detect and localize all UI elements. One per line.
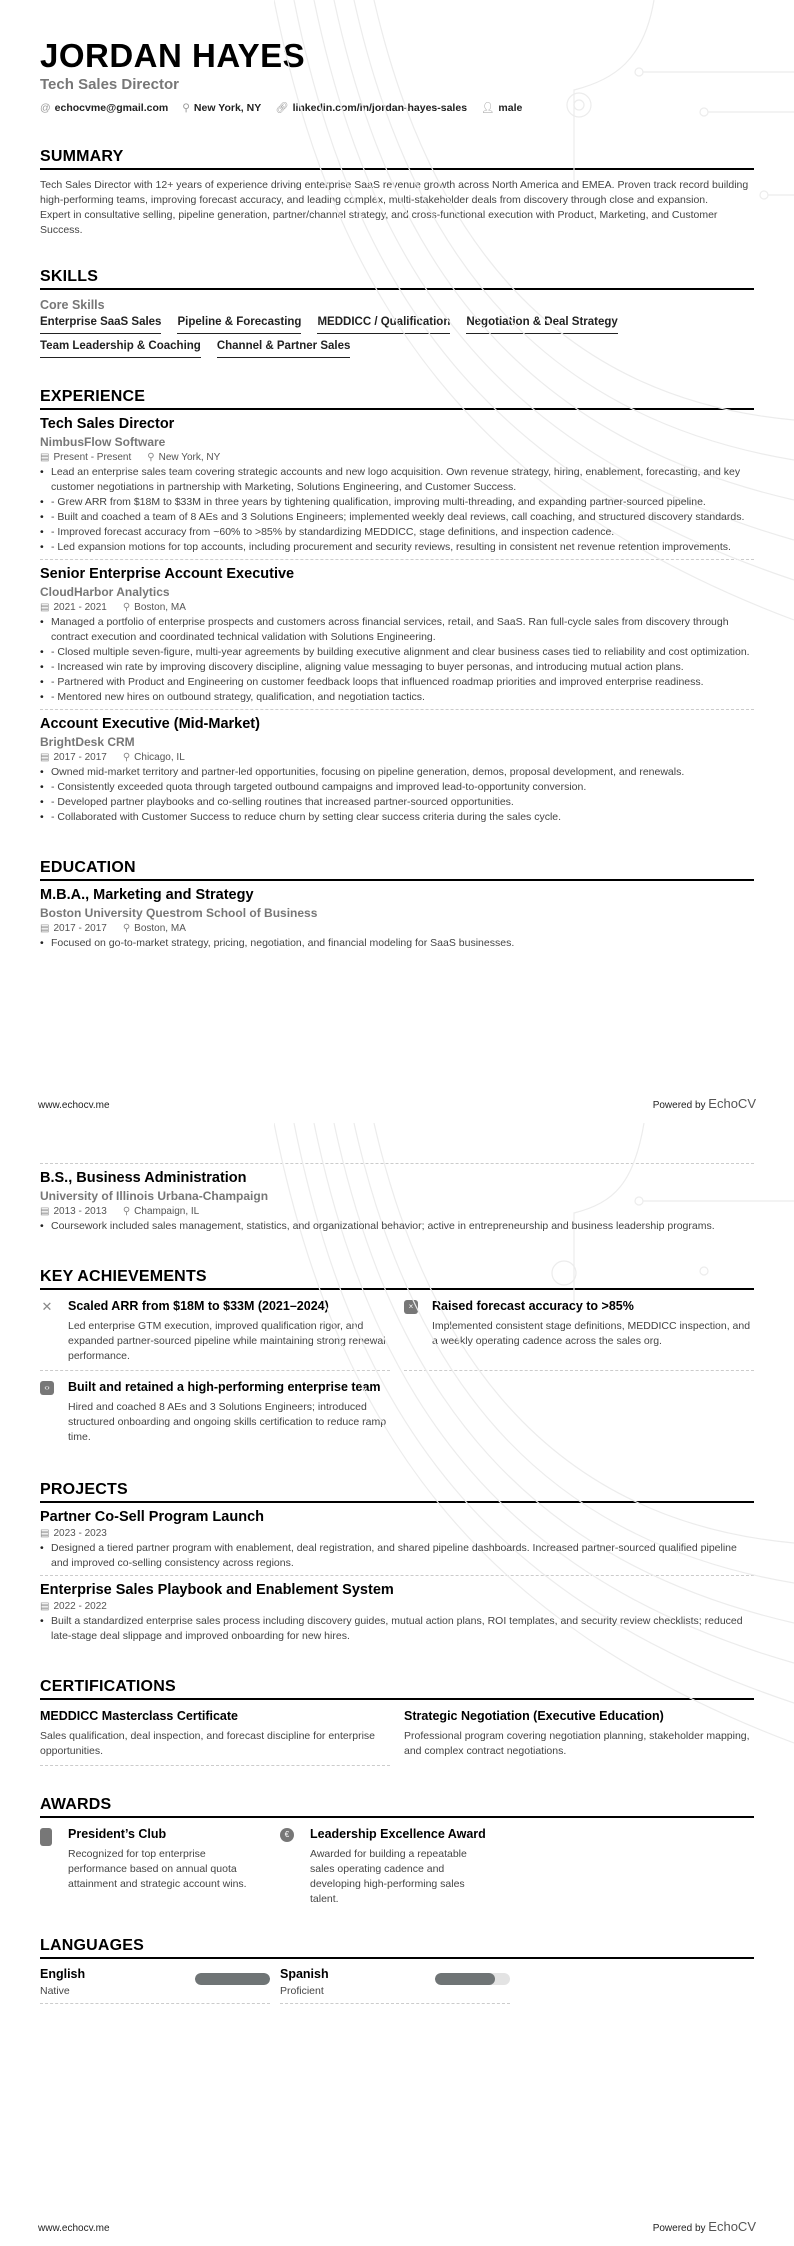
location — [123, 602, 186, 613]
proficiency-fill — [195, 1973, 270, 1985]
bullet-list — [40, 465, 754, 555]
backspace-icon: × — [404, 1300, 418, 1314]
calendar-icon: ▤ — [40, 452, 50, 463]
section-heading: EDUCATION — [40, 859, 754, 881]
bullet-list — [40, 765, 754, 825]
candidate-name: JORDAN HAYES — [40, 37, 306, 74]
date-range — [40, 1206, 107, 1217]
footer-powered-text: Powered by — [652, 2223, 706, 2234]
footer-powered-text: Powered by — [652, 1100, 706, 1111]
date-text: 2013 - 2013 — [53, 1206, 107, 1217]
bullet-item: • - Partnered with Product and Engineering on customer feedback loops that influenced roadmap priorities and improved enterprise readiness. — [40, 675, 754, 690]
project-title: Partner Co-Sell Program Launch — [40, 1509, 264, 1525]
calendar-icon: ▤ — [40, 1528, 50, 1539]
award-title: Leadership Excellence Award — [310, 1827, 486, 1841]
location — [123, 752, 185, 763]
education-entry — [40, 1164, 754, 1238]
education-entry — [40, 881, 754, 955]
bullet-item: • Focused on go-to-market strategy, pricing, negotiation, and financial modeling for SaaS businesses. — [40, 936, 754, 951]
location-pin-icon: ⚲ — [182, 101, 190, 114]
link-icon: 🔗︎ — [275, 102, 289, 114]
location-pin-icon: ⚲ — [147, 452, 155, 463]
award-title: President’s Club — [68, 1827, 167, 1841]
calendar-icon: ▤ — [40, 1601, 50, 1612]
skill-tag: Negotiation & Deal Strategy — [466, 316, 617, 334]
degree-title: B.S., Business Administration — [40, 1170, 247, 1186]
date-range — [40, 923, 107, 934]
proficiency-fill — [435, 1973, 495, 1985]
proficiency-bar — [195, 1973, 270, 1985]
job-role: Senior Enterprise Account Executive — [40, 566, 295, 582]
certification-text: Professional program covering negotiation planning, stakeholder mapping, and complex contract negotiations. — [404, 1730, 750, 1757]
euro-icon: € — [280, 1828, 294, 1842]
person-icon: 👤︎ — [481, 102, 495, 114]
calendar-icon: ▤ — [40, 752, 50, 763]
summary-paragraph: Expert in consultative selling, pipeline generation, partner/channel strategy, and cross-functional execution with Product, Marketing, and Customer Success. — [40, 209, 718, 236]
bullet-item: • - Improved forecast accuracy from ~60% to >85% by standardizing MEDDICC, stage definitions, and inspection cadence. — [40, 525, 754, 540]
achievement-title: Scaled ARR from $18M to $33M (2021–2024) — [68, 1299, 329, 1313]
section-heading: SUMMARY — [40, 148, 754, 170]
bullet-list — [40, 1614, 754, 1644]
award-item — [40, 1826, 250, 1907]
certification-text: Sales qualification, deal inspection, and forecast discipline for enterprise opportunities. — [40, 1730, 376, 1757]
date-range — [40, 1601, 107, 1612]
footer-site-link[interactable]: www.echocv.me — [38, 1100, 110, 1111]
section-heading: KEY ACHIEVEMENTS — [40, 1268, 754, 1290]
company-name: BrightDesk CRM — [40, 735, 135, 749]
company-name: NimbusFlow Software — [40, 435, 166, 449]
skill-tag: Team Leadership & Coaching — [40, 340, 201, 358]
location-pin-icon: ⚲ — [122, 752, 131, 763]
summary-section — [40, 148, 754, 238]
entry-meta — [40, 1206, 754, 1217]
experience-entry — [40, 710, 754, 829]
calendar-icon: ▤ — [40, 1206, 50, 1217]
code-icon: ‹› — [40, 1381, 54, 1395]
bullet-item: • Coursework included sales management, statistics, and organizational behavior; active in entrepreneurship and business leadership programs. — [40, 1219, 754, 1234]
bullet-item: • - Led expansion motions for top accounts, including procurement and security reviews, resulting in consistent net revenue retention improvements. — [40, 540, 754, 555]
bullet-item: • - Mentored new hires on outbound strategy, qualification, and negotiation tactics. — [40, 690, 754, 705]
certification-title: Strategic Negotiation (Executive Education) — [404, 1709, 664, 1723]
bullet-item: • - Consistently exceeded quota through targeted outbound campaigns and improved lead-to-opportunity conversion. — [40, 780, 754, 795]
school-name: Boston University Questrom School of Business — [40, 906, 318, 920]
skill-group-label: Core Skills — [40, 298, 105, 312]
project-entry — [40, 1503, 754, 1576]
language-name: English — [40, 1967, 86, 1981]
achievement-item — [40, 1371, 390, 1451]
page-footer — [38, 2219, 756, 2234]
bullet-item: • Owned mid-market territory and partner-led opportunities, focusing on pipeline generation, demos, proposal development, and renewals. — [40, 765, 754, 780]
location-pin-icon: ⚲ — [122, 923, 131, 934]
bullet-list — [40, 936, 754, 951]
scale-icon: ✕ — [41, 1299, 53, 1314]
linkedin-link[interactable]: linkedin.com/in/jordan-hayes-sales — [292, 102, 468, 114]
gender-text: male — [498, 102, 523, 114]
company-name: CloudHarbor Analytics — [40, 585, 170, 599]
location — [123, 923, 186, 934]
date-text: 2017 - 2017 — [53, 752, 107, 763]
languages-section — [40, 1937, 754, 2004]
date-range — [40, 1528, 107, 1539]
language-level: Proficient — [280, 1985, 324, 1997]
date-text: 2023 - 2023 — [53, 1528, 107, 1539]
award-text: Awarded for building a repeatable sales operating cadence and developing high-performing sales talent. — [310, 1848, 467, 1905]
skill-tag: Channel & Partner Sales — [217, 340, 351, 358]
bullet-list — [40, 1219, 754, 1234]
bullet-item: • Built a standardized enterprise sales process including discovery guides, mutual action plans, ROI templates, and security review checklists; reduced late-stage deal slippage and improved onboarding for new hires. — [40, 1614, 754, 1644]
award-item — [280, 1826, 490, 1907]
bullet-item: • - Grew ARR from $18M to $33M in three years by tightening qualification, improving multi-threading, and expanding partner-sourced pipeline. — [40, 495, 754, 510]
date-range — [40, 752, 107, 763]
school-name: University of Illinois Urbana-Champaign — [40, 1189, 269, 1203]
bullet-item: • - Built and coached a team of 8 AEs and 3 Solutions Engineers; implemented weekly deal reviews, call coaching, and structured discovery standards. — [40, 510, 754, 525]
calendar-icon: ▤ — [40, 602, 50, 613]
job-role: Account Executive (Mid-Market) — [40, 716, 260, 732]
skill-tag: Pipeline & Forecasting — [177, 316, 301, 334]
certification-item — [404, 1700, 754, 1766]
section-heading: PROJECTS — [40, 1481, 754, 1503]
location-pin-icon: ⚲ — [122, 1206, 131, 1217]
bullet-item: • - Collaborated with Customer Success to reduce churn by setting clear success criteria during the sales cycle. — [40, 810, 754, 825]
certification-title: MEDDICC Masterclass Certificate — [40, 1709, 238, 1723]
section-heading: CERTIFICATIONS — [40, 1678, 754, 1700]
entry-meta — [40, 1601, 754, 1612]
achievement-title: Built and retained a high-performing enterprise team — [68, 1380, 381, 1394]
clipboard-icon — [40, 1828, 52, 1846]
language-item — [280, 1967, 510, 2004]
achievement-text: Led enterprise GTM execution, improved qualification rigor, and expanded partner-sourced pipeline while maintaining strong renewal performance. — [68, 1320, 386, 1362]
section-heading: LANGUAGES — [40, 1937, 754, 1959]
experience-section — [40, 388, 754, 829]
skill-tag: MEDDICC / Qualification — [317, 316, 450, 334]
summary-paragraph: Tech Sales Director with 12+ years of experience driving enterprise SaaS revenue growth across North America and EMEA. Proven track record building high-performing teams, improving forecast accuracy, and leading complex, multi-stakeholder deals from discovery through close and expansion. — [40, 179, 749, 206]
location-text: Boston, MA — [134, 923, 186, 934]
experience-entry — [40, 410, 754, 560]
location-text: New York, NY — [193, 101, 262, 114]
entry-meta — [40, 1528, 754, 1539]
bullet-item: • - Closed multiple seven-figure, multi-year agreements by building executive alignment and clear business cases tied to reliability and cost optimization. — [40, 645, 754, 660]
location-text: Chicago, IL — [134, 752, 185, 763]
bullet-list — [40, 615, 754, 705]
section-heading: EXPERIENCE — [40, 388, 754, 410]
experience-entry — [40, 560, 754, 710]
bullet-item: • - Increased win rate by improving discovery discipline, aligning value messaging to buyer personas, and introducing mutual action plans. — [40, 660, 754, 675]
footer-brand[interactable]: EchoCV — [708, 1096, 756, 1111]
email-link[interactable]: echocvme@gmail.com — [54, 101, 169, 114]
project-entry — [40, 1576, 754, 1648]
date-range — [40, 602, 107, 613]
location-text: New York, NY — [158, 452, 221, 463]
language-level: Native — [40, 1985, 70, 1997]
footer-brand[interactable]: EchoCV — [708, 2219, 756, 2234]
date-text: 2022 - 2022 — [53, 1601, 107, 1612]
section-heading: SKILLS — [40, 268, 754, 290]
bullet-list — [40, 1541, 754, 1571]
degree-title: M.B.A., Marketing and Strategy — [40, 887, 254, 903]
job-role: Tech Sales Director — [40, 416, 175, 432]
location — [147, 452, 220, 463]
skills-section — [40, 268, 754, 358]
bullet-item: • - Developed partner playbooks and co-selling routines that increased partner-sourced opportunities. — [40, 795, 754, 810]
footer-site-link[interactable]: www.echocv.me — [38, 2223, 110, 2234]
education-section — [40, 859, 754, 955]
entry-meta — [40, 752, 754, 763]
achievement-item — [404, 1290, 754, 1371]
language-item — [40, 1967, 270, 2004]
projects-section — [40, 1481, 754, 1648]
location-pin-icon: ⚲ — [122, 602, 131, 613]
achievement-text: Implemented consistent stage definitions, MEDDICC inspection, and a weekly operating cadence across the sales org. — [432, 1320, 751, 1347]
location-text: Champaign, IL — [134, 1206, 200, 1217]
certifications-section — [40, 1678, 754, 1766]
language-name: Spanish — [280, 1967, 329, 1981]
bullet-item: • Lead an enterprise sales team covering strategic accounts and new logo acquisition. Own revenue strategy, hiring, enablement, forecasting, and key customer negotiations in partnership with Marketing, Solutions Engineering, and Customer Success. — [40, 465, 754, 495]
certification-item — [40, 1700, 390, 1766]
achievement-item — [40, 1290, 390, 1371]
date-text: Present - Present — [53, 452, 132, 463]
entry-meta — [40, 452, 754, 463]
location — [123, 1206, 199, 1217]
page-footer — [38, 1096, 756, 1111]
award-text: Recognized for top enterprise performance based on annual quota attainment and strategic account wins. — [68, 1848, 247, 1890]
date-range — [40, 452, 131, 463]
location-text: Boston, MA — [134, 602, 186, 613]
date-text: 2017 - 2017 — [53, 923, 107, 934]
project-title: Enterprise Sales Playbook and Enablement System — [40, 1582, 394, 1598]
bullet-item: • Designed a tiered partner program with enablement, deal registration, and shared pipeline dashboards. Increased partner-sourced qualified pipeline and improved co-selling consistency across regions. — [40, 1541, 754, 1571]
achievement-text: Hired and coached 8 AEs and 3 Solutions Engineers; introduced structured onboarding and ongoing skills certification to reduce ramp time. — [68, 1401, 387, 1443]
date-text: 2021 - 2021 — [53, 602, 107, 613]
candidate-title: Tech Sales Director — [40, 76, 179, 93]
skill-tag: Enterprise SaaS Sales — [40, 316, 161, 334]
awards-section — [40, 1796, 754, 1907]
achievements-section — [40, 1268, 754, 1451]
page-2 — [0, 1123, 794, 2246]
achievement-title: Raised forecast accuracy to >85% — [432, 1299, 634, 1313]
section-heading: AWARDS — [40, 1796, 754, 1818]
contact-info — [40, 101, 754, 114]
proficiency-bar — [435, 1973, 510, 1985]
calendar-icon: ▤ — [40, 923, 50, 934]
at-icon: @ — [40, 101, 51, 114]
entry-meta — [40, 923, 754, 934]
entry-meta — [40, 602, 754, 613]
bullet-item: • Managed a portfolio of enterprise prospects and customers across financial services, retail, and SaaS. Ran full-cycle sales from discovery through contract execution and coordinated technical validation with Solutions Engineering. — [40, 615, 754, 645]
